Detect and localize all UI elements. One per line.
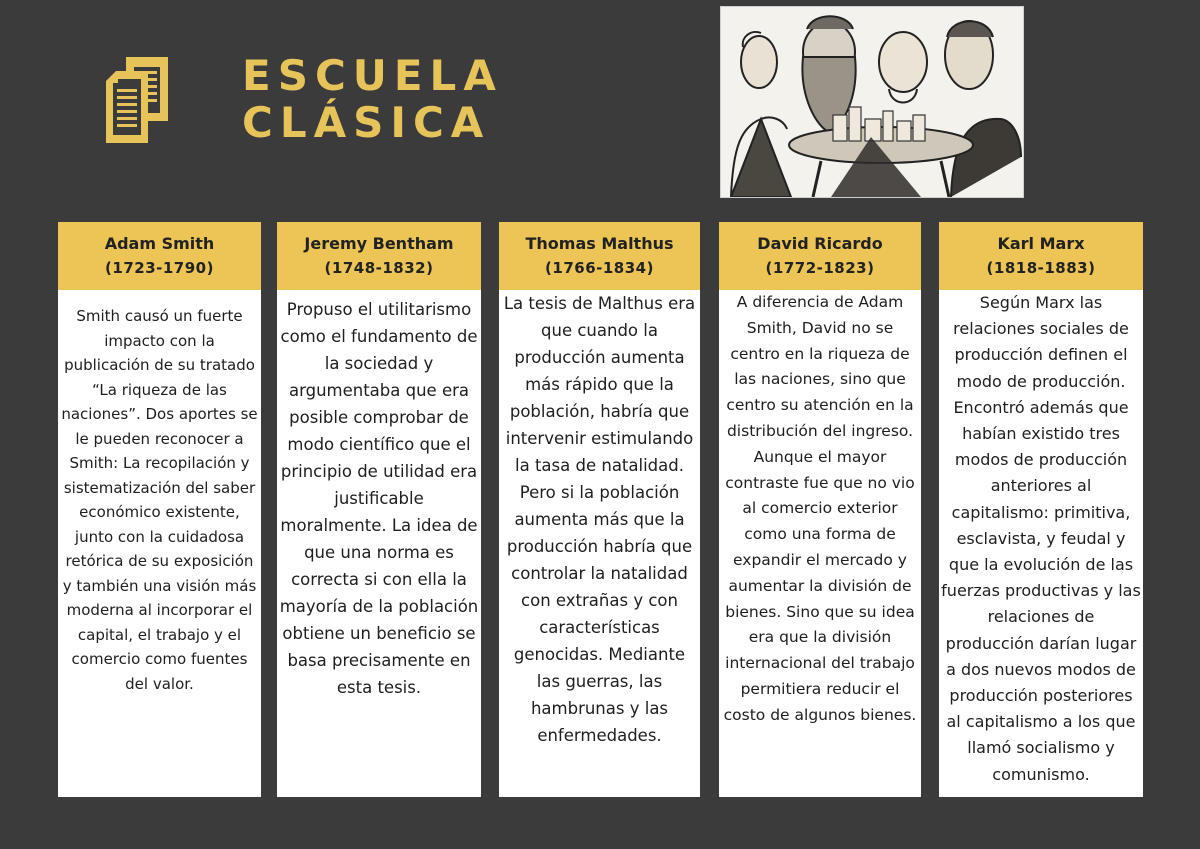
card-thomas-malthus [499,222,700,797]
card-jeremy-bentham [277,222,481,797]
card-name: Thomas Malthus [525,234,674,253]
card-header [499,222,700,290]
card-header [58,222,261,290]
card-years: (1818-1883) [986,259,1096,277]
card-name: David Ricardo [757,234,883,253]
card-karl-marx [939,222,1143,797]
card-header [719,222,921,290]
card-text: Propuso el utilitarismo como el fundamento de la sociedad y argumentaba que era posible comprobar de modo científico que el principio de utilidad era justificable moralmente. La idea de que una norma es correcta si con ella la mayoría de la población obtiene un beneficio se basa precisamente en esta tesis. [279,300,479,697]
card-name: Karl Marx [997,234,1085,253]
card-text: La tesis de Malthus era que cuando la producción aumenta más rápido que la población, habría que intervenir estimulando la tasa de natalidad. Pero si la población aumenta más que la producción habría que controlar la natalidad con extrañas y con características genocidas. Mediante las guerras, las hambrunas y las enfermedades. [503,294,696,745]
card-text: Smith causó un fuerte impacto con la publicación de su tratado “La riqueza de las naciones”. Dos aportes se le pueden reconocer a Smith: La recopilación y sistematización del saber económico existente, junto con la cuidadosa retórica de su exposición y también una visión más moderna al incorporar el capital, el trabajo y el comercio como fuentes del valor. [61,307,258,693]
card-adam-smith [58,222,261,797]
card-text: Según Marx las relaciones sociales de producción definen el modo de producción. Encontró además que habían existido tres modos de producción anteriores al capitalismo: primitiva, esclavista, y feudal y que la evolución de las fuerzas productivas y las relaciones de producción darían lugar a dos nuevos modos de producción posteriores al capitalismo a los que llamó socialismo y comunismo. [941,293,1141,784]
card-header [939,222,1143,290]
card-years: (1748-1832) [324,259,434,277]
card-years: (1772-1823) [765,259,875,277]
card-name: Jeremy Bentham [304,234,454,253]
economists-caricature-image [720,6,1024,198]
card-years: (1723-1790) [105,259,214,277]
title-line-1: ESCUELA [242,51,503,100]
card-name: Adam Smith [104,234,215,253]
page-title [242,52,503,146]
card-header [277,222,481,290]
card-david-ricardo [719,222,921,797]
card-years: (1766-1834) [545,259,654,277]
title-line-2: CLÁSICA [242,98,491,147]
card-text: A diferencia de Adam Smith, David no se centro en la riqueza de las naciones, sino que centro su atención en la distribución del ingreso. Aunque el mayor contraste fue que no vio al comercio exterior como una forma de expandir el mercado y aumentar la división de bienes. Sino que su idea era que la división internacional del trabajo permitiera reducir el costo de algunos bienes. [723,293,917,724]
documents-icon [104,55,174,145]
